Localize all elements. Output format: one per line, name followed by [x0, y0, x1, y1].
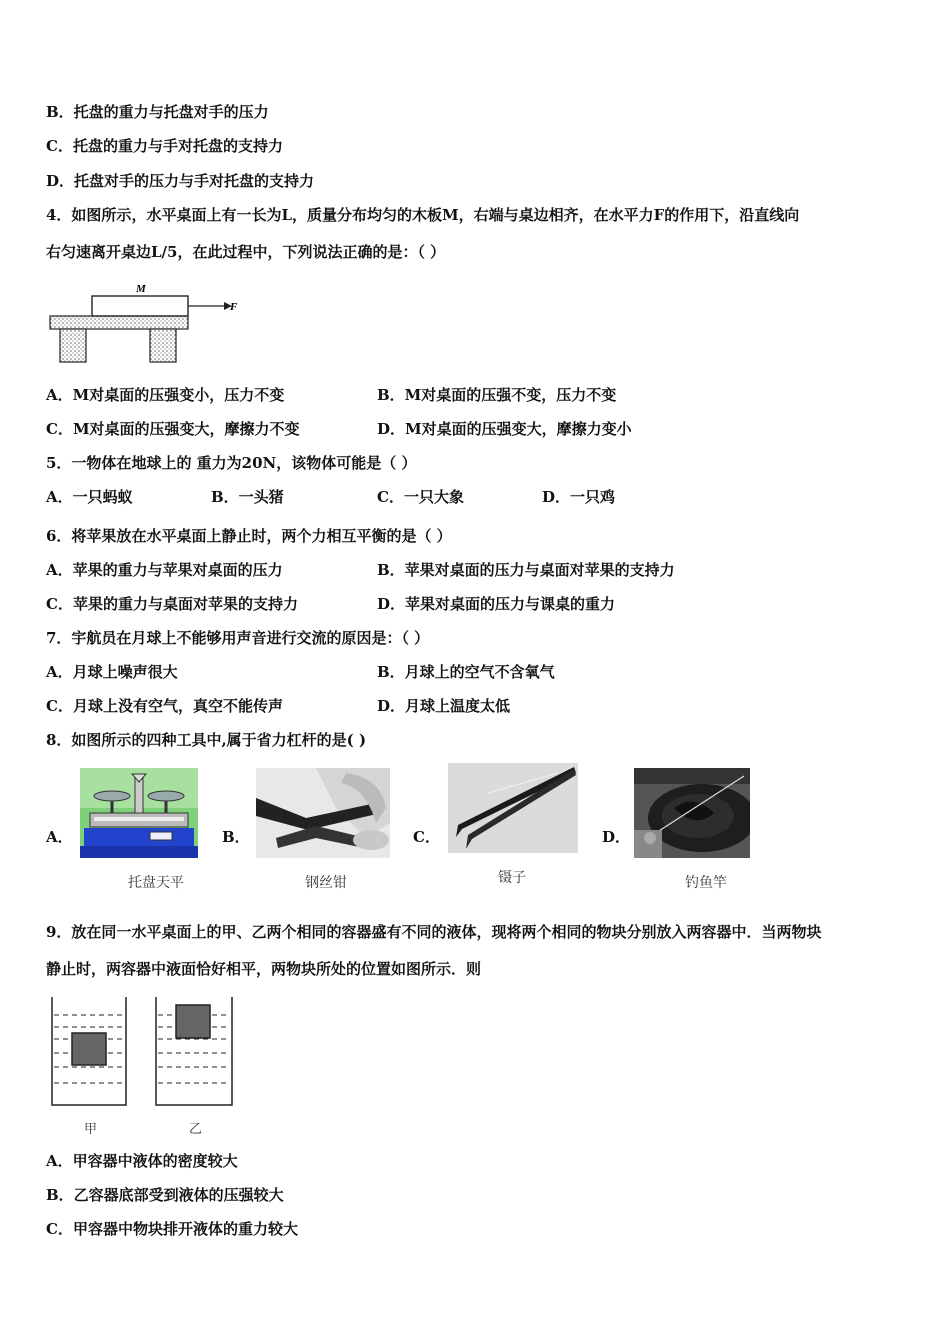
q9-containers-figure — [46, 995, 242, 1137]
q9-label-jia: 甲 — [84, 1122, 98, 1137]
q8-tweezers-image — [448, 763, 578, 853]
q7-option-d: D．月球上温度太低 — [377, 697, 511, 715]
q7-option-b: B．月球上的空气不含氧气 — [377, 663, 555, 681]
q8-option-c-letter: C． — [413, 828, 440, 846]
q3-option-c: C．托盘的重力与手对托盘的支持力 — [46, 137, 283, 155]
q8-pliers-image — [256, 768, 390, 858]
q6-option-a: A．苹果的重力与苹果对桌面的压力 — [46, 561, 283, 579]
q5-option-b: B．一头猪 — [211, 488, 284, 506]
q8-caption-d: 钓鱼竿 — [685, 875, 727, 891]
q8-stem: 8．如图所示的四种工具中,属于省力杠杆的是( ) — [46, 731, 367, 749]
q4-option-b: B．M对桌面的压强不变，压力不变 — [377, 386, 617, 404]
q4-board-table-figure — [46, 278, 246, 366]
q9-stem-line2: 静止时，两容器中液面恰好相平，两物块所处的位置如图所示．则 — [46, 960, 482, 978]
q8-option-b-letter: B． — [222, 828, 250, 846]
q9-option-a: A．甲容器中液体的密度较大 — [46, 1152, 238, 1170]
q9-container-yi — [156, 997, 232, 1105]
q9-option-c: C．甲容器中物块排开液体的重力较大 — [46, 1220, 298, 1238]
q4-figure-label-f: F — [230, 301, 238, 313]
q8-caption-a: 托盘天平 — [128, 875, 184, 891]
q4-stem-line1: 4．如图所示，水平桌面上有一长为L，质量分布均匀的木板M，右端与桌边相齐，在水平力F的作用下，沿直线向 — [46, 206, 800, 224]
q9-label-yi: 乙 — [189, 1122, 203, 1137]
q9-container-jia — [52, 997, 126, 1105]
q4-stem-line2: 右匀速离开桌边L/5，在此过程中，下列说法正确的是：（ ） — [46, 243, 446, 261]
q5-option-a: A．一只蚂蚁 — [46, 488, 133, 506]
q8-caption-b: 钢丝钳 — [305, 875, 347, 891]
q6-option-b: B．苹果对桌面的压力与桌面对苹果的支持力 — [377, 561, 675, 579]
q8-balance-scale-image — [80, 768, 198, 858]
q4-option-c: C．M对桌面的压强变大，摩擦力不变 — [46, 420, 300, 438]
q6-option-c: C．苹果的重力与桌面对苹果的支持力 — [46, 595, 298, 613]
q8-caption-c: 镊子 — [498, 870, 526, 886]
q7-stem: 7．宇航员在月球上不能够用声音进行交流的原因是：（ ） — [46, 629, 430, 647]
q8-option-a-letter: A． — [46, 828, 73, 846]
q5-option-c: C．一只大象 — [377, 488, 464, 506]
q5-option-d: D．一只鸡 — [542, 488, 616, 506]
q4-option-d: D．M对桌面的压强变大，摩擦力变小 — [377, 420, 632, 438]
q4-option-a: A．M对桌面的压强变小，压力不变 — [46, 386, 285, 404]
q3-option-b: B．托盘的重力与托盘对手的压力 — [46, 103, 269, 121]
q8-option-d-letter: D． — [602, 828, 631, 846]
q5-stem: 5．一物体在地球上的 重力为20N，该物体可能是（ ） — [46, 454, 417, 472]
q4-figure-label-m: M — [136, 283, 146, 295]
q6-stem: 6．将苹果放在水平桌面上静止时，两个力相互平衡的是（ ） — [46, 527, 452, 545]
q9-option-b: B．乙容器底部受到液体的压强较大 — [46, 1186, 284, 1204]
q7-option-c: C．月球上没有空气，真空不能传声 — [46, 697, 283, 715]
q6-option-d: D．苹果对桌面的压力与课桌的重力 — [377, 595, 616, 613]
q8-fishing-rod-image — [634, 768, 750, 858]
q7-option-a: A．月球上噪声很大 — [46, 663, 178, 681]
q9-stem-line1: 9．放在同一水平桌面上的甲、乙两个相同的容器盛有不同的液体，现将两个相同的物块分别放入两容器中．当两物块 — [46, 923, 822, 941]
q3-option-d: D．托盘对手的压力与手对托盘的支持力 — [46, 172, 315, 190]
